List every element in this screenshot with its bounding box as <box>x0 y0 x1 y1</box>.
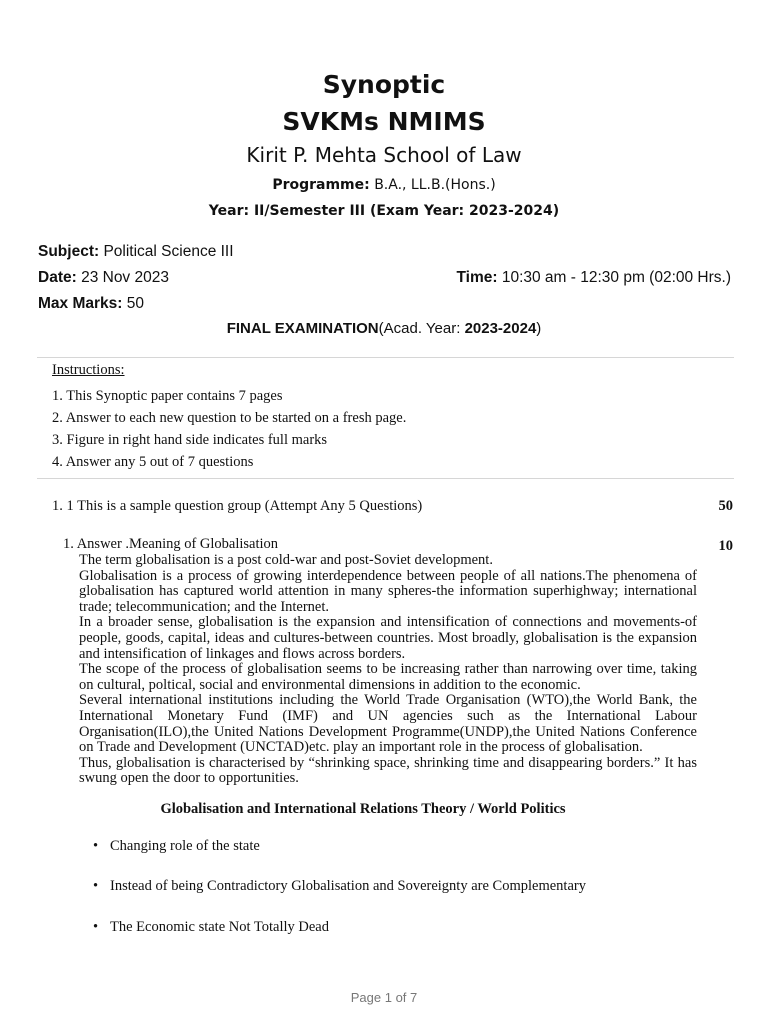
bullet-icon: • <box>93 919 99 935</box>
max-marks-value: 50 <box>122 295 144 312</box>
answer-paragraph: Globalisation is a process of growing interdependence between people of all nations.The phenomena of globalisation has captured world attention in many spheres-the information superhighway; international trade; telecommunication; and the Internet. <box>79 567 697 615</box>
final-label: FINAL EXAMINATION <box>226 320 379 337</box>
answer-paragraph: The scope of the process of globalisation seems to be increasing rather than narrowing over time, taking on cultural, poltical, social and environmental dimensions in addition to the economic. <box>79 661 697 693</box>
institution-name: SVKMs NMIMS <box>282 107 486 136</box>
list-item <box>93 838 260 855</box>
date-label: Date: <box>38 269 77 286</box>
list-item-text: The Economic state Not Totally Dead <box>110 919 329 935</box>
programme-line <box>0 177 768 193</box>
instruction-item: 3. Figure in right hand side indicates full marks <box>52 432 328 448</box>
answer-paragraph: The term globalisation is a post cold-war and post-Soviet development. <box>79 552 493 568</box>
instruction-item: 1. This Synoptic paper contains 7 pages <box>52 388 283 404</box>
instruction-item: 2. Answer to each new question to be started on a fresh page. <box>52 410 407 426</box>
final-paren-close: ) <box>536 320 542 337</box>
max-marks-line <box>38 295 144 313</box>
divider-bottom <box>37 478 734 479</box>
list-item-text: Changing role of the state <box>110 838 260 854</box>
instruction-item: 4. Answer any 5 out of 7 questions <box>52 454 254 470</box>
page-number: Page 1 of 7 <box>350 990 418 1005</box>
divider-top <box>37 357 734 358</box>
answer-paragraph: Several international institutions including the World Trade Organisation (WTO),the World Bank, the International Monetary Fund (IMF) and UN agencies such as the International Labour Organisation(ILO),the United Nations Development Programme(UNDP),the United Nations Conference on Trade and Development (UNCTAD)etc. play an important role in the process of globalisation. <box>79 692 697 756</box>
document-title: Synoptic <box>322 70 446 99</box>
answer-title: 1. Answer .Meaning of Globalisation <box>63 536 279 552</box>
final-paren-open: (Acad. Year: <box>378 320 465 337</box>
time-line <box>456 269 731 287</box>
list-item <box>93 919 329 936</box>
subject-value: Political Science III <box>99 243 234 260</box>
school-name: Kirit P. Mehta School of Law <box>246 143 522 167</box>
time-value: 10:30 am - 12:30 pm (02:00 Hrs.) <box>497 269 731 286</box>
date-line <box>38 269 169 287</box>
date-value: 23 Nov 2023 <box>76 269 169 286</box>
year-line: Year: II/Semester III (Exam Year: 2023-2024) <box>208 203 560 219</box>
answer-body <box>79 553 697 787</box>
time-label: Time: <box>456 269 498 286</box>
answer-marks: 10 <box>718 538 733 554</box>
subject-label: Subject: <box>38 243 100 260</box>
max-marks-label: Max Marks: <box>38 295 123 312</box>
question-group-marks: 50 <box>718 498 733 514</box>
answer-paragraph: Thus, globalisation is characterised by “shrinking space, shrinking time and disappearing borders.” It has swung open the door to opportunities. <box>79 754 697 787</box>
final-examination-line <box>0 320 768 337</box>
programme-label: Programme: <box>272 177 370 193</box>
list-item-text: Instead of being Contradictory Globalisation and Sovereignty are Complementary <box>110 878 586 894</box>
bullet-icon: • <box>93 838 99 854</box>
answer-subheading: Globalisation and International Relations Theory / World Politics <box>160 801 566 817</box>
programme-value: B.A., LL.B.(Hons.) <box>369 177 496 193</box>
question-group-title: 1. 1 This is a sample question group (Attempt Any 5 Questions) <box>52 498 423 514</box>
subject-line <box>38 243 234 261</box>
final-year: 2023-2024 <box>464 320 537 337</box>
list-item <box>93 878 586 895</box>
instructions-title: Instructions: <box>52 362 125 378</box>
answer-paragraph: In a broader sense, globalisation is the expansion and intensification of connections and movements-of people, goods, capital, ideas and cultures-between countries. Most broadly, globalisation is the expansion and intensification of linkages and flows across borders. <box>79 614 697 662</box>
bullet-icon: • <box>93 878 99 894</box>
